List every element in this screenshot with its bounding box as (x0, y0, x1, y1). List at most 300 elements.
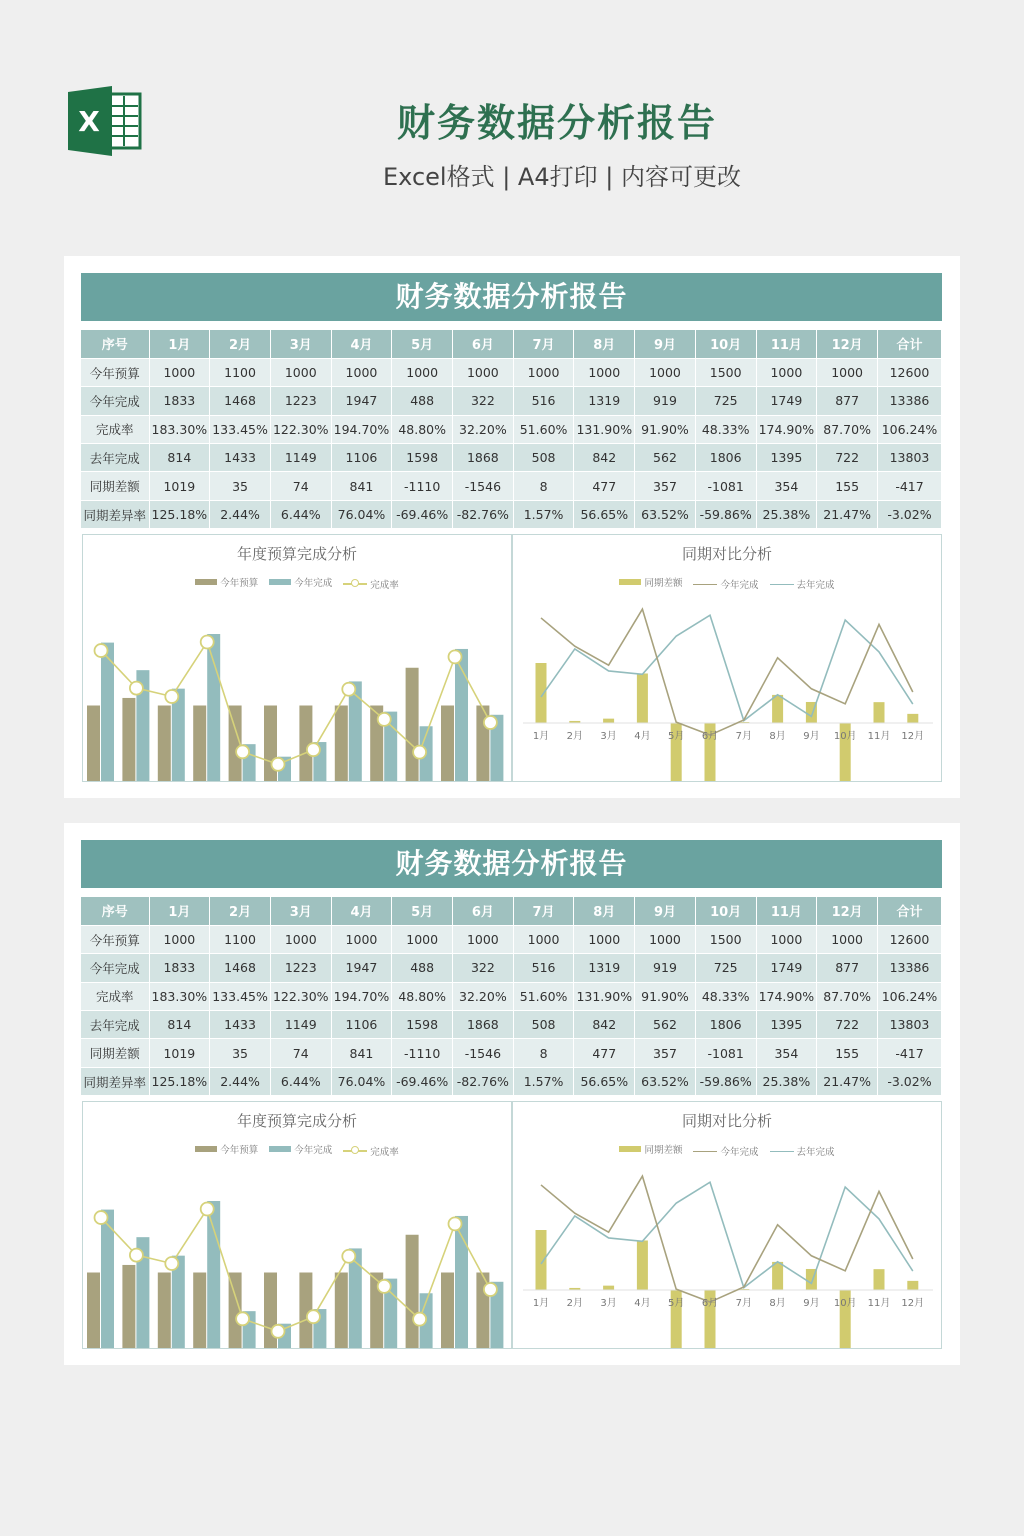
table-cell: 183.30% (149, 415, 210, 443)
table-cell: 488 (392, 387, 453, 415)
table-cell: -1110 (392, 1039, 453, 1067)
table-cell: 51.60% (513, 982, 574, 1010)
table-cell: -82.76% (453, 1067, 514, 1095)
chart-title: 年度预算完成分析 (236, 1112, 357, 1130)
table-cell: 48.33% (695, 982, 756, 1010)
x-tick-label: 8月 (769, 731, 786, 742)
row-label: 同期差额 (81, 1039, 149, 1067)
table-cell: 74 (270, 1039, 331, 1067)
yoy-diff-bar (772, 1262, 783, 1290)
legend-label: 今年预算 (220, 578, 259, 589)
report-banner: 财务数据分析报告 (81, 273, 942, 321)
column-header: 11月 (756, 330, 817, 358)
right-plot (513, 1102, 942, 1349)
table-cell: 1868 (453, 444, 514, 472)
x-tick-label: 4月 (634, 1298, 651, 1309)
x-tick-label: 5月 (668, 731, 685, 742)
table-cell: 477 (574, 1039, 635, 1067)
table-cell: 48.80% (392, 982, 453, 1010)
table-cell: 1000 (270, 925, 331, 953)
table-cell: 322 (453, 387, 514, 415)
column-header: 1月 (149, 330, 210, 358)
x-tick-label: 11月 (867, 1298, 891, 1309)
column-header: 2月 (210, 330, 271, 358)
legend-label: 今年完成 (294, 578, 333, 589)
table-cell: 76.04% (331, 500, 392, 528)
x-tick-label: 4月 (634, 731, 651, 742)
page-subtitle: Excel格式 | A4打印 | 内容可更改 (383, 163, 741, 191)
completion-rate-point (272, 1325, 285, 1338)
table-row (81, 1011, 942, 1039)
chart-title: 同期对比分析 (681, 545, 772, 563)
table-body (81, 925, 942, 1095)
table-cell: 1000 (149, 358, 210, 386)
row-label: 今年预算 (81, 925, 149, 953)
row-label: 同期差额 (81, 472, 149, 500)
completion-rate-point (449, 1217, 462, 1230)
yoy-diff-bar (536, 663, 547, 723)
table-cell: 106.24% (878, 982, 942, 1010)
table-cell: 1106 (331, 444, 392, 472)
yoy-comparison-chart (512, 1101, 942, 1349)
budget-bar (87, 1273, 100, 1349)
table-cell: 477 (574, 472, 635, 500)
table-cell: -3.02% (878, 500, 942, 528)
completion-rate-point (413, 746, 426, 759)
table-row (81, 982, 942, 1010)
table-cell: 1.57% (513, 1067, 574, 1095)
column-header: 5月 (392, 897, 453, 925)
table-cell: 1947 (331, 387, 392, 415)
yoy-diff-bar (772, 695, 783, 723)
completion-rate-point (165, 690, 178, 703)
table-cell: -3.02% (878, 1067, 942, 1095)
right-plot (513, 535, 942, 782)
budget-bar (335, 706, 348, 782)
x-tick-label: 9月 (803, 731, 820, 742)
table-cell: 56.65% (574, 1067, 635, 1095)
column-header: 10月 (695, 897, 756, 925)
legend-label: 今年完成 (720, 1147, 759, 1159)
table-cell: 1000 (817, 358, 878, 386)
table-cell: 877 (817, 387, 878, 415)
table-cell: 63.52% (635, 500, 696, 528)
table-cell: 516 (513, 387, 574, 415)
table-cell: 122.30% (270, 982, 331, 1010)
table-cell: 155 (817, 472, 878, 500)
table-cell: 13386 (878, 387, 942, 415)
table-cell: 1000 (756, 358, 817, 386)
table-cell: 125.18% (149, 1067, 210, 1095)
chart-title: 年度预算完成分析 (236, 545, 357, 563)
table-row (81, 925, 942, 953)
table-cell: 562 (635, 444, 696, 472)
page-title: 财务数据分析报告 (396, 101, 717, 145)
report-banner: 财务数据分析报告 (81, 840, 942, 888)
data-table (81, 330, 942, 529)
x-tick-label: 12月 (901, 1298, 925, 1309)
table-cell: 1833 (149, 954, 210, 982)
actual-bar (207, 634, 220, 781)
table-cell: 1395 (756, 444, 817, 472)
table-cell: -59.86% (695, 1067, 756, 1095)
table-header-row (81, 330, 942, 358)
legend-label: 今年完成 (294, 1145, 333, 1156)
completion-rate-point (449, 650, 462, 663)
row-label: 同期差异率 (81, 500, 149, 528)
budget-bar (158, 706, 171, 782)
table-cell: 1223 (270, 387, 331, 415)
table-cell: 25.38% (756, 500, 817, 528)
x-tick-label: 7月 (735, 1298, 752, 1309)
column-header: 3月 (270, 897, 331, 925)
budget-bar (87, 706, 100, 782)
left-plot (83, 1102, 512, 1349)
table-cell: 32.20% (453, 415, 514, 443)
table-cell: 131.90% (574, 415, 635, 443)
table-cell: 2.44% (210, 1067, 271, 1095)
table-cell: 1223 (270, 954, 331, 982)
table-header-row (81, 897, 942, 925)
yoy-comparison-chart (512, 534, 942, 782)
table-cell: -417 (878, 1039, 942, 1067)
actual-bar (207, 1201, 220, 1348)
x-tick-label: 5月 (668, 1298, 685, 1309)
table-cell: 1000 (635, 358, 696, 386)
table-cell: 1000 (331, 925, 392, 953)
x-tick-label: 2月 (566, 1298, 583, 1309)
column-header: 1月 (149, 897, 210, 925)
legend-label: 同期差额 (644, 1145, 683, 1156)
table-cell: 91.90% (635, 982, 696, 1010)
completion-rate-point (130, 1249, 143, 1262)
table-cell: 174.90% (756, 982, 817, 1010)
budget-bar (406, 1235, 419, 1348)
table-cell: 1000 (331, 358, 392, 386)
table-cell: 354 (756, 472, 817, 500)
legend-label: 去年完成 (796, 580, 835, 592)
table-cell: 1000 (392, 358, 453, 386)
table-cell: 21.47% (817, 500, 878, 528)
table-cell: 1598 (392, 1011, 453, 1039)
table-cell: 87.70% (817, 982, 878, 1010)
table-cell: 63.52% (635, 1067, 696, 1095)
completion-rate-point (413, 1313, 426, 1326)
table-cell: 125.18% (149, 500, 210, 528)
table-cell: 1149 (270, 1011, 331, 1039)
table-cell: 48.80% (392, 415, 453, 443)
table-cell: 2.44% (210, 500, 271, 528)
table-cell: 841 (331, 1039, 392, 1067)
row-label: 同期差异率 (81, 1067, 149, 1095)
table-row (81, 1067, 942, 1095)
column-header: 12月 (817, 330, 878, 358)
table-cell: 1100 (210, 925, 271, 953)
table-cell: 87.70% (817, 415, 878, 443)
table-cell: 133.45% (210, 415, 271, 443)
table-cell: 722 (817, 1011, 878, 1039)
completion-rate-point (165, 1257, 178, 1270)
table-cell: 508 (513, 1011, 574, 1039)
table-cell: 1000 (149, 925, 210, 953)
table-cell: 1749 (756, 387, 817, 415)
table-row (81, 387, 942, 415)
column-header: 7月 (513, 897, 574, 925)
x-tick-label: 8月 (769, 1298, 786, 1309)
table-cell: 1000 (270, 358, 331, 386)
completion-rate-point (307, 743, 320, 756)
table-cell: 1500 (695, 925, 756, 953)
column-header: 9月 (635, 897, 696, 925)
x-tick-label: 6月 (701, 731, 719, 742)
yoy-diff-bar (536, 1230, 547, 1290)
completion-rate-point (378, 713, 391, 726)
table-row (81, 472, 942, 500)
table-cell: 1000 (392, 925, 453, 953)
row-label: 完成率 (81, 415, 149, 443)
last-year-line (541, 1182, 913, 1287)
table-cell: 562 (635, 1011, 696, 1039)
budget-bar (158, 1273, 171, 1349)
table-cell: 174.90% (756, 415, 817, 443)
table-cell: 1395 (756, 1011, 817, 1039)
table-cell: 1019 (149, 472, 210, 500)
yoy-diff-bar (874, 1269, 885, 1290)
table-cell: 919 (635, 954, 696, 982)
table-cell: -82.76% (453, 500, 514, 528)
table-cell: 842 (574, 444, 635, 472)
column-header: 6月 (453, 897, 514, 925)
row-label: 去年完成 (81, 1011, 149, 1039)
table-row (81, 358, 942, 386)
x-tick-label: 1月 (532, 731, 550, 742)
table-cell: -59.86% (695, 500, 756, 528)
table-cell: 1000 (453, 358, 514, 386)
legend-label: 今年完成 (720, 580, 759, 592)
x-tick-label: 10月 (833, 1298, 857, 1309)
table-row (81, 415, 942, 443)
table-cell: 48.33% (695, 415, 756, 443)
table-body (81, 358, 942, 528)
table-cell: 1598 (392, 444, 453, 472)
table-cell: 1000 (513, 925, 574, 953)
table-cell: 74 (270, 472, 331, 500)
table-cell: 25.38% (756, 1067, 817, 1095)
table-row (81, 1039, 942, 1067)
x-tick-label: 7月 (735, 731, 752, 742)
column-header: 9月 (635, 330, 696, 358)
table-row (81, 500, 942, 528)
table-cell: 1106 (331, 1011, 392, 1039)
completion-rate-point (307, 1310, 320, 1323)
table-cell: 13803 (878, 1011, 942, 1039)
budget-completion-chart (82, 1101, 512, 1349)
table-cell: 76.04% (331, 1067, 392, 1095)
completion-rate-point (378, 1280, 391, 1293)
logo-letter: X (78, 105, 100, 138)
table-cell: 725 (695, 954, 756, 982)
table-cell: 1833 (149, 387, 210, 415)
row-label: 完成率 (81, 982, 149, 1010)
table-cell: 8 (513, 472, 574, 500)
budget-bar (335, 1273, 348, 1349)
column-header: 12月 (817, 897, 878, 925)
table-cell: 1019 (149, 1039, 210, 1067)
table-cell: 1947 (331, 954, 392, 982)
table-cell: 1000 (513, 358, 574, 386)
table-cell: 1000 (574, 925, 635, 953)
yoy-diff-bar (907, 1281, 918, 1290)
column-header: 2月 (210, 897, 271, 925)
table-cell: 842 (574, 1011, 635, 1039)
completion-rate-point (95, 1211, 108, 1224)
table-cell: 106.24% (878, 415, 942, 443)
table-cell: 1000 (635, 925, 696, 953)
table-row (81, 954, 942, 982)
column-header: 6月 (453, 330, 514, 358)
x-tick-label: 1月 (532, 1298, 550, 1309)
table-cell: 183.30% (149, 982, 210, 1010)
table-cell: 1100 (210, 358, 271, 386)
table-cell: 919 (635, 387, 696, 415)
budget-completion-chart (82, 534, 512, 782)
column-header: 7月 (513, 330, 574, 358)
table-cell: -1546 (453, 472, 514, 500)
report-sheet-2 (64, 823, 960, 1365)
table-cell: 1468 (210, 387, 271, 415)
chart-title: 同期对比分析 (681, 1112, 772, 1130)
yoy-diff-bar (637, 1240, 648, 1290)
completion-rate-point (236, 1312, 249, 1325)
budget-bar (122, 1265, 135, 1348)
budget-bar (193, 706, 206, 782)
table-cell: -417 (878, 472, 942, 500)
table-cell: 508 (513, 444, 574, 472)
table-cell: 35 (210, 1039, 271, 1067)
table-cell: 322 (453, 954, 514, 982)
yoy-diff-bar (907, 714, 918, 723)
legend-label: 去年完成 (796, 1147, 835, 1159)
table-cell: 1000 (574, 358, 635, 386)
table-cell: 122.30% (270, 415, 331, 443)
x-tick-label: 9月 (803, 1298, 820, 1309)
table-cell: 1500 (695, 358, 756, 386)
left-plot (83, 535, 512, 782)
table-cell: 814 (149, 1011, 210, 1039)
this-year-line (541, 609, 913, 735)
completion-rate-point (272, 758, 285, 771)
yoy-diff-bar (874, 702, 885, 723)
budget-bar (406, 668, 419, 781)
table-cell: 56.65% (574, 500, 635, 528)
completion-rate-point (484, 716, 497, 729)
completion-rate-point (95, 644, 108, 657)
table-cell: 32.20% (453, 982, 514, 1010)
completion-rate-point (130, 682, 143, 695)
table-cell: 725 (695, 387, 756, 415)
table-cell: 488 (392, 954, 453, 982)
table-cell: 21.47% (817, 1067, 878, 1095)
last-year-line (541, 615, 913, 720)
table-cell: 1000 (756, 925, 817, 953)
table-cell: 1749 (756, 954, 817, 982)
table-cell: 1806 (695, 444, 756, 472)
x-tick-label: 10月 (833, 731, 857, 742)
legend-label: 完成率 (370, 580, 399, 591)
table-cell: 6.44% (270, 500, 331, 528)
yoy-diff-bar (603, 719, 614, 723)
table-cell: -1081 (695, 1039, 756, 1067)
column-header: 4月 (331, 897, 392, 925)
table-cell: 354 (756, 1039, 817, 1067)
table-cell: 814 (149, 444, 210, 472)
table-cell: 131.90% (574, 982, 635, 1010)
yoy-diff-bar (637, 673, 648, 723)
column-header: 8月 (574, 330, 635, 358)
table-cell: 194.70% (331, 415, 392, 443)
table-cell: 877 (817, 954, 878, 982)
column-header-index: 序号 (81, 330, 149, 358)
table-cell: 516 (513, 954, 574, 982)
column-header: 11月 (756, 897, 817, 925)
column-header: 合计 (878, 897, 942, 925)
table-cell: 155 (817, 1039, 878, 1067)
table-cell: -69.46% (392, 500, 453, 528)
row-label: 今年预算 (81, 358, 149, 386)
table-cell: 12600 (878, 358, 942, 386)
table-cell: 1319 (574, 954, 635, 982)
budget-bar (193, 1273, 206, 1349)
legend-label: 今年预算 (220, 1145, 259, 1156)
table-cell: 357 (635, 472, 696, 500)
row-label: 今年完成 (81, 387, 149, 415)
row-label: 今年完成 (81, 954, 149, 982)
table-cell: -1081 (695, 472, 756, 500)
legend-label: 完成率 (370, 1147, 399, 1158)
legend-label: 同期差额 (644, 578, 683, 589)
table-cell: 6.44% (270, 1067, 331, 1095)
column-header: 4月 (331, 330, 392, 358)
table-cell: 194.70% (331, 982, 392, 1010)
budget-bar (122, 698, 135, 781)
table-cell: 8 (513, 1039, 574, 1067)
table-cell: -69.46% (392, 1067, 453, 1095)
column-header: 5月 (392, 330, 453, 358)
yoy-diff-bar (603, 1286, 614, 1290)
table-cell: 35 (210, 472, 271, 500)
table-cell: 1868 (453, 1011, 514, 1039)
table-cell: 51.60% (513, 415, 574, 443)
budget-bar (441, 706, 454, 782)
table-cell: 722 (817, 444, 878, 472)
table-cell: 1468 (210, 954, 271, 982)
x-tick-label: 6月 (701, 1298, 719, 1309)
x-tick-label: 2月 (566, 731, 583, 742)
table-cell: 13386 (878, 954, 942, 982)
budget-bar (441, 1273, 454, 1349)
table-cell: 91.90% (635, 415, 696, 443)
table-row (81, 444, 942, 472)
table-cell: -1546 (453, 1039, 514, 1067)
table-cell: 841 (331, 472, 392, 500)
table-cell: 357 (635, 1039, 696, 1067)
column-header: 8月 (574, 897, 635, 925)
table-cell: 1433 (210, 1011, 271, 1039)
table-cell: 12600 (878, 925, 942, 953)
data-table (81, 897, 942, 1096)
completion-rate-point (484, 1283, 497, 1296)
column-header: 3月 (270, 330, 331, 358)
